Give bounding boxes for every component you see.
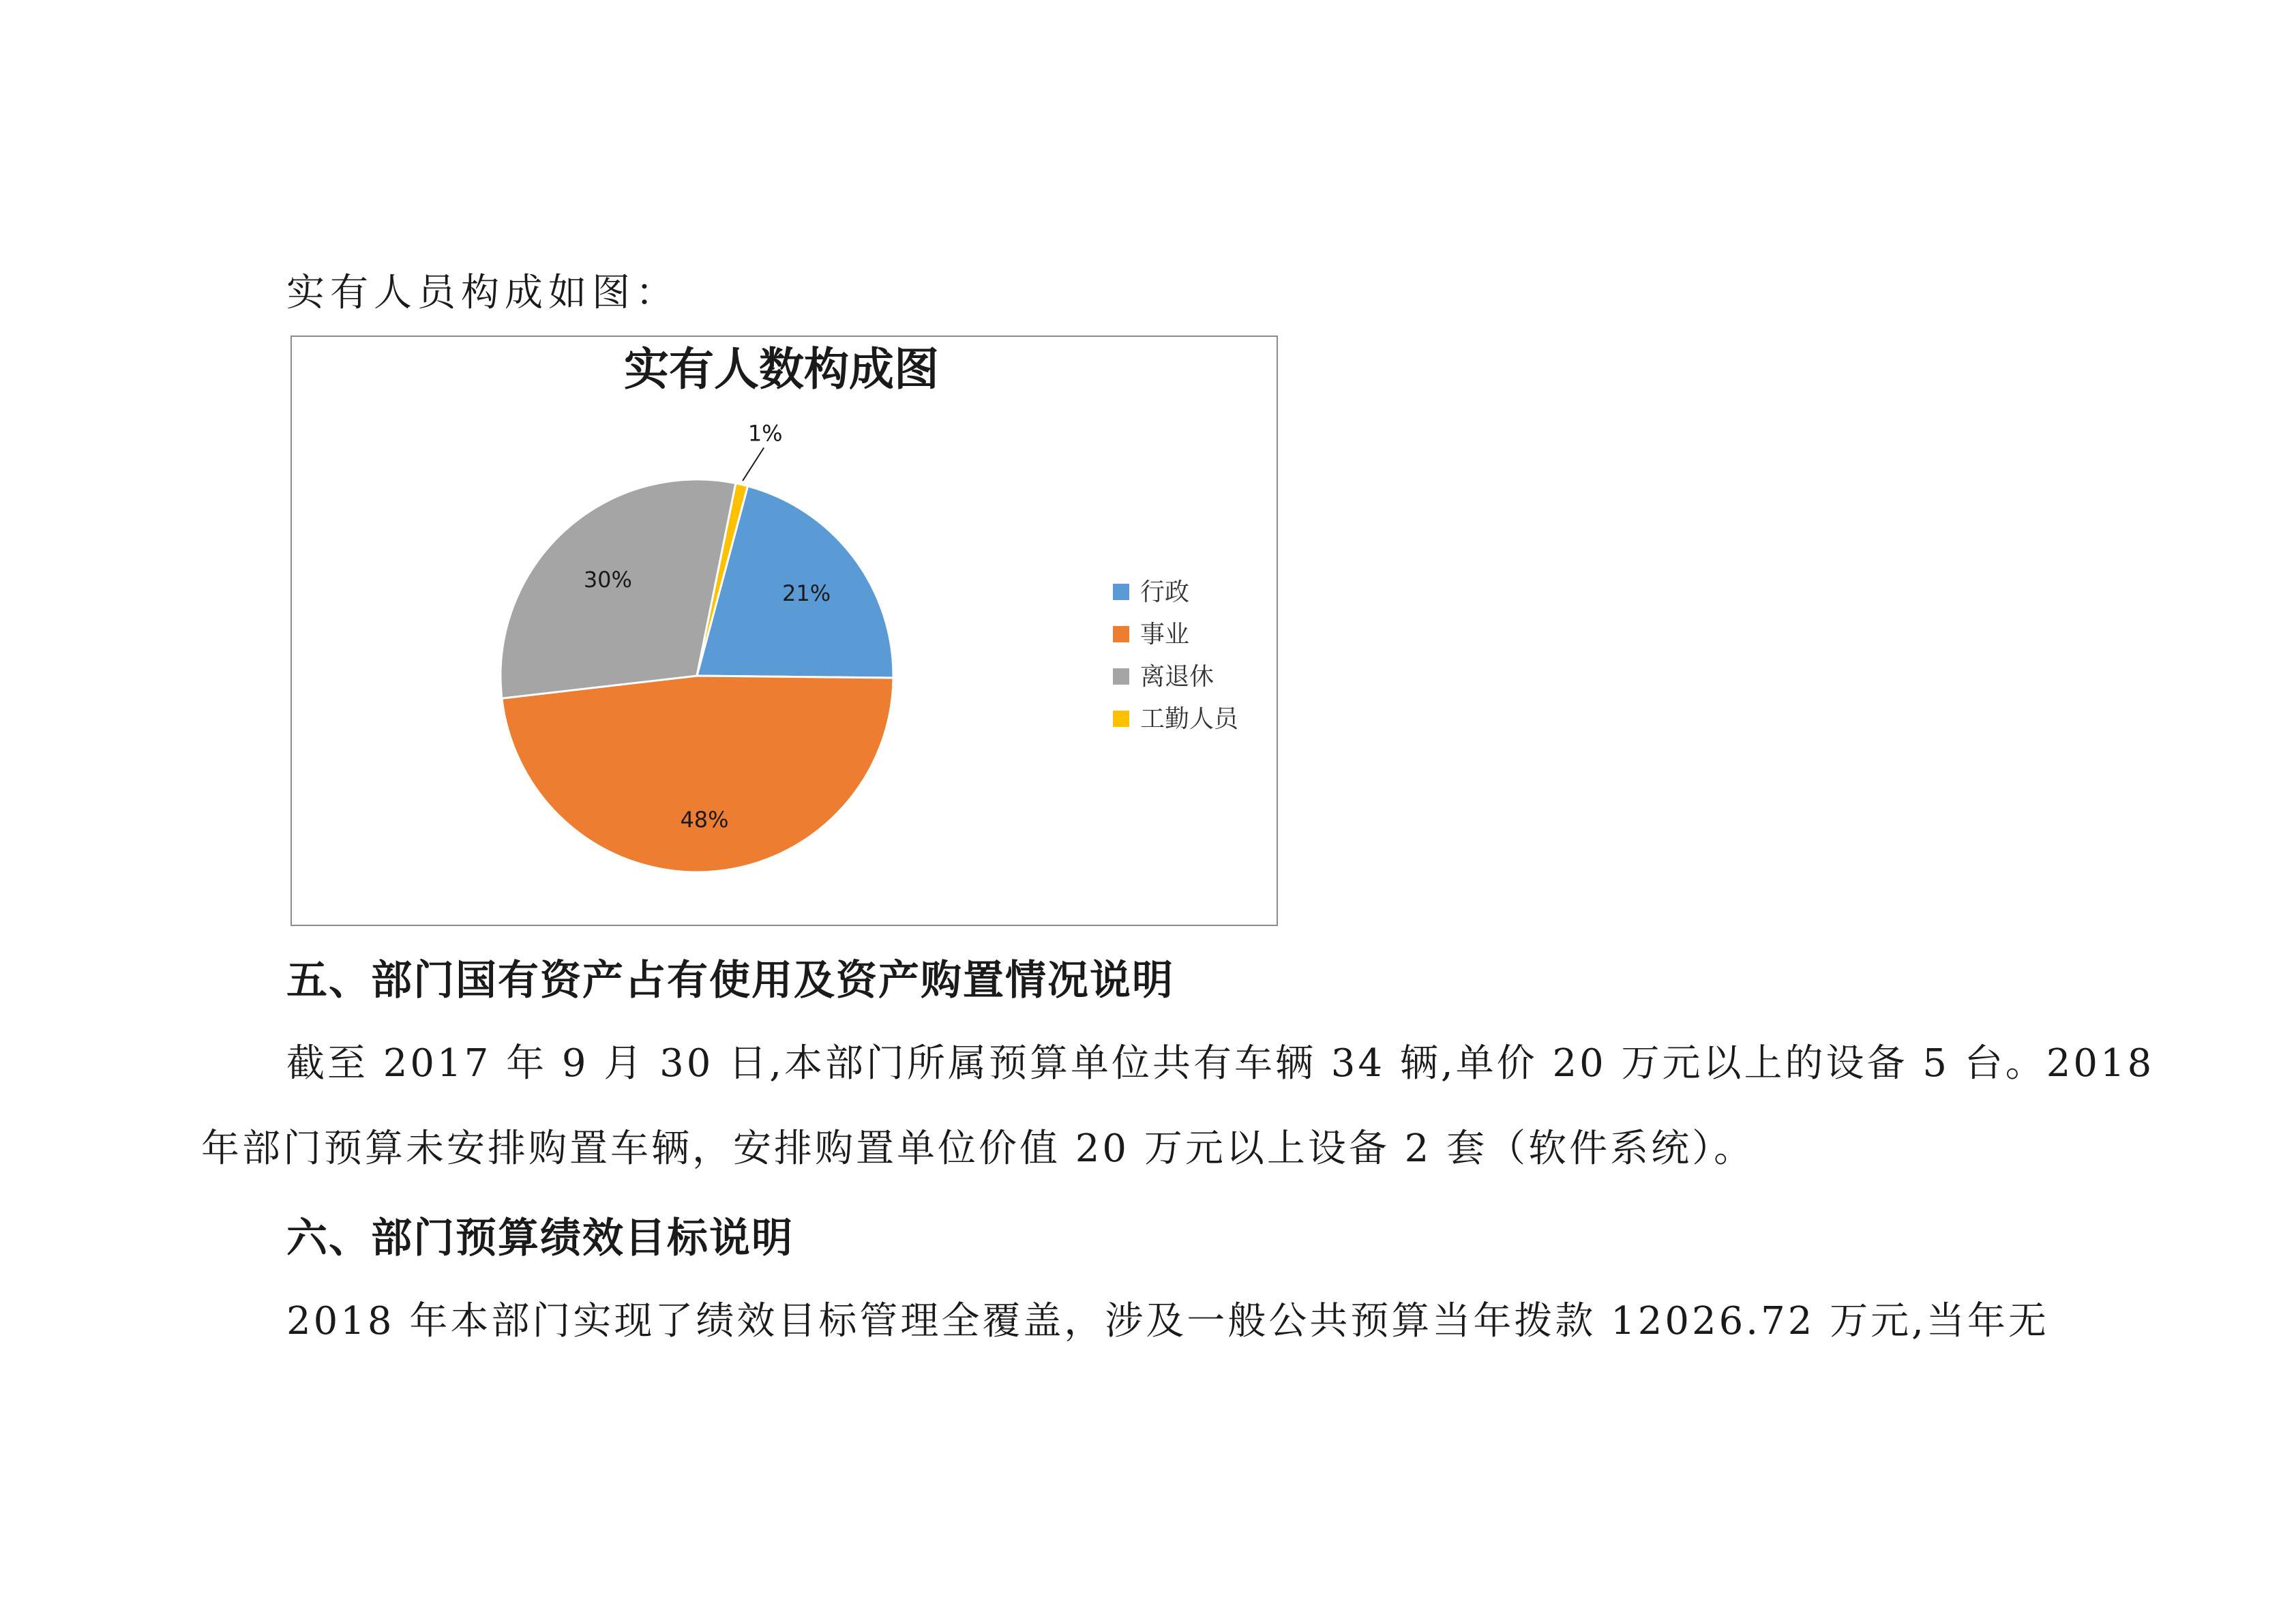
legend-swatch-2 [1113,626,1129,642]
slice-label-3: 30% [583,566,632,593]
section-6-heading: 六、部门预算绩效目标说明 [286,1215,794,1262]
chart-title: 实有人数构成图 [624,343,939,396]
legend-swatch-4 [1113,711,1129,727]
pie-chart [292,337,1277,925]
legend-swatch-3 [1113,668,1129,685]
slice-label-2: 48% [680,806,729,833]
legend-label-2: 事业 [1140,621,1190,649]
section-6-paragraph-line-1: 2018 年本部门实现了绩效目标管理全覆盖，涉及一般公共预算当年拨款 12026.72 万元,当年无 [286,1299,2049,1343]
pie-chart-frame [290,336,1278,926]
legend-label-4: 工勤人员 [1140,705,1239,733]
intro-text: 实有人员构成如图： [286,271,679,315]
legend-label-1: 行政 [1140,578,1190,606]
section-5-paragraph-line-2: 年部门预算未安排购置车辆，安排购置单位价值 20 万元以上设备 2 套（软件系统）。 [201,1127,1755,1171]
slice-label-4: 1% [747,420,783,447]
legend-label-3: 离退休 [1140,663,1214,691]
section-5-paragraph-line-1: 截至 2017 年 9 月 30 日,本部门所属预算单位共有车辆 34 辆,单价 20 万元以上的设备 5 台。2018 [286,1041,2155,1086]
section-5-heading: 五、部门国有资产占有使用及资产购置情况说明 [286,957,1174,1004]
legend-swatch-1 [1113,584,1129,600]
slice-leader-line [743,448,764,481]
pie-slice-2 [502,676,893,872]
slice-label-1: 21% [782,580,831,607]
